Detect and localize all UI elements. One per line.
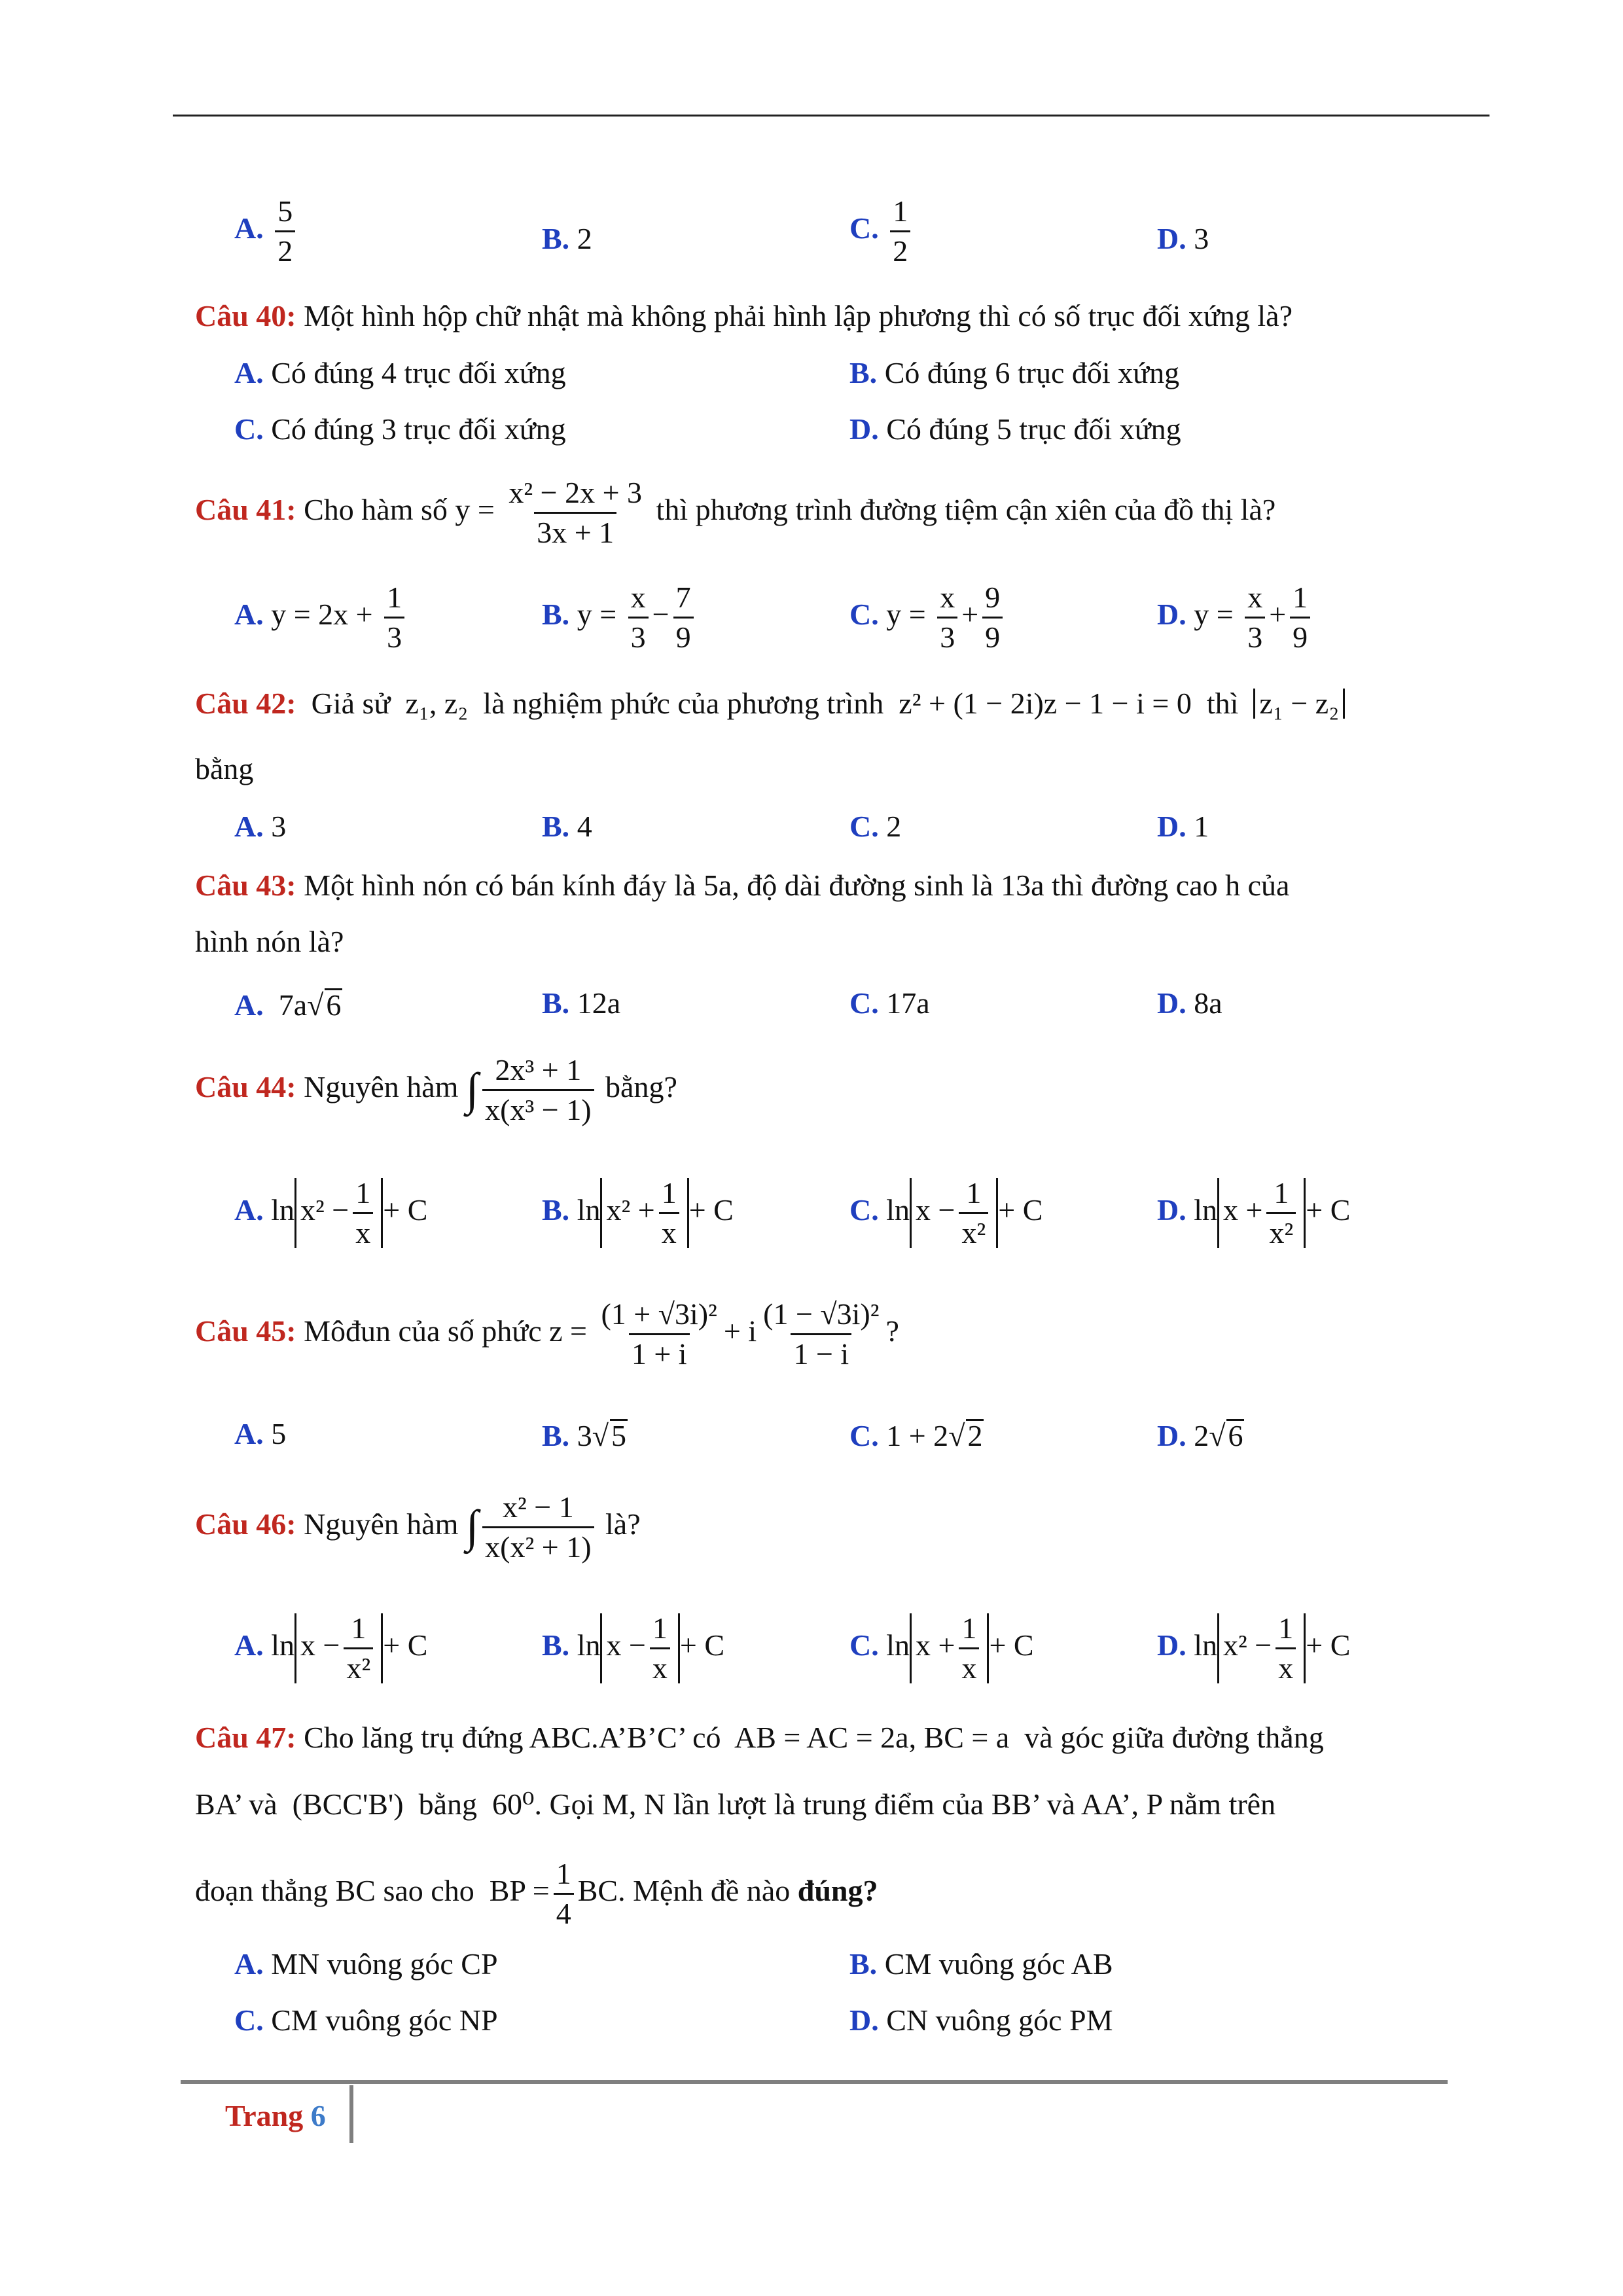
q45-stem: Câu 45: Môđun của số phức z = $\frac{\text{(1 + √3i)²}}{1 + i}$ + i $\frac{\text{(1 − √3i)²}}{1 - i}$ ?	[195, 1297, 899, 1371]
q39-option-d[interactable]: D. 3	[1157, 222, 1209, 255]
q43-option-b[interactable]: B. 12a	[542, 986, 621, 1020]
q41-option-c[interactable]: C. y = $\frac{x}{3}$ + $\frac{9}{9}$	[849, 583, 1007, 653]
q45-option-a[interactable]: A. 5	[234, 1417, 287, 1450]
q39-option-c[interactable]: C. $\frac{1}{2}$	[849, 196, 914, 266]
q45-option-d[interactable]: D. 2√6	[1157, 1419, 1243, 1452]
q41-option-d[interactable]: D. y = $\frac{x}{3}$ + $\frac{1}{9}$	[1157, 583, 1314, 653]
footer-rule	[181, 2080, 1448, 2084]
q43-option-c[interactable]: C. 17a	[849, 986, 930, 1020]
q43-option-a[interactable]: A. 7a√6	[234, 988, 342, 1022]
q47-option-c[interactable]: C. CM vuông góc NP	[234, 2003, 498, 2037]
q45-option-c[interactable]: C. 1 + 2√2	[849, 1419, 983, 1452]
q43-option-d[interactable]: D. 8a	[1157, 986, 1222, 1020]
header-rule	[173, 115, 1489, 117]
q47-option-d[interactable]: D. CN vuông góc PM	[849, 2003, 1113, 2037]
q39-options	[0, 194, 1623, 268]
q42-option-d[interactable]: D. 1	[1157, 810, 1209, 843]
q46-stem: Câu 46: Nguyên hàm ∫ $\frac{\text{x² − 1}}{\text{x(x² + 1)}}$ là?	[195, 1490, 641, 1564]
q46-option-a[interactable]: A. ln x − $\frac{1}{\text{x²}}$ + C	[234, 1611, 428, 1685]
q39-option-b[interactable]: B. 2	[542, 222, 592, 255]
q40-option-c[interactable]: C. Có đúng 3 trục đối xứng	[234, 412, 566, 446]
q47-stem-line3: đoạn thẳng BC sao cho BP = $\frac{1}{4}$ BC. Mệnh đề nào đúng?	[195, 1857, 878, 1930]
q42-option-c[interactable]: C. 2	[849, 810, 902, 843]
q44-option-c[interactable]: C. ln x − $\frac{1}{\text{x²}}$ + C	[849, 1176, 1043, 1249]
q43-stem: Câu 43: Một hình nón có bán kính đáy là 5a, độ dài đường sinh là 13a thì đường cao h của	[195, 869, 1290, 902]
page-number: Trang 6	[225, 2099, 326, 2132]
q42-stem: Câu 42: Giả sử z₁, z₂ là nghiệm phức của phương trình z² + (1 − 2i)z − 1 − i = 0 thì z₁ − z₂	[195, 689, 1345, 719]
q42-option-b[interactable]: B. 4	[542, 810, 592, 843]
q40-option-a[interactable]: A. Có đúng 4 trục đối xứng	[234, 356, 566, 389]
q46-option-c[interactable]: C. ln x + $\frac{1}{x}$ + C	[849, 1611, 1034, 1685]
q42-option-a[interactable]: A. 3	[234, 810, 287, 843]
q47-option-a[interactable]: A. MN vuông góc CP	[234, 1947, 498, 1981]
q47-stem-line1: Câu 47: Cho lăng trụ đứng ABC.A’B’C’ có AB = AC = 2a, BC = a và góc giữa đường thẳng	[195, 1721, 1324, 1754]
q47-stem-line2: BA’ và (BCC'B') bằng 60⁰. Gọi M, N lần lượt là trung điểm của BB’ và AA’, P nằm trên	[195, 1787, 1276, 1821]
q39-option-a[interactable]: A. $\frac{5}{2}$	[234, 196, 299, 266]
q46-option-d[interactable]: D. ln x² − $\frac{1}{x}$ + C	[1157, 1611, 1351, 1685]
footer-separator	[349, 2085, 353, 2143]
q41-stem: Câu 41: Cho hàm số y = $\frac{\text{x² − 2x + 3}}{3x + 1}$ thì phương trình đường tiệm cận xiên của đồ thị là?	[195, 476, 1276, 549]
q46-option-b[interactable]: B. ln x − $\frac{1}{x}$ + C	[542, 1611, 725, 1685]
q42-stem-cont: bằng	[195, 752, 254, 785]
q47-option-b[interactable]: B. CM vuông góc AB	[849, 1947, 1113, 1981]
q40-option-b[interactable]: B. Có đúng 6 trục đối xứng	[849, 356, 1180, 389]
q44-option-d[interactable]: D. ln x + $\frac{1}{\text{x²}}$ + C	[1157, 1176, 1351, 1249]
q44-option-b[interactable]: B. ln x² + $\frac{1}{x}$ + C	[542, 1176, 734, 1249]
q40-option-d[interactable]: D. Có đúng 5 trục đối xứng	[849, 412, 1181, 446]
q45-option-b[interactable]: B. 3√5	[542, 1419, 626, 1452]
q41-option-a[interactable]: A. y = 2x + $\frac{1}{3}$	[234, 583, 408, 653]
q44-option-a[interactable]: A. ln x² − $\frac{1}{x}$ + C	[234, 1176, 428, 1249]
q41-option-b[interactable]: B. y = $\frac{x}{3}$ − $\frac{7}{9}$	[542, 583, 698, 653]
q43-stem-cont: hình nón là?	[195, 925, 344, 958]
q40-stem: Câu 40: Một hình hộp chữ nhật mà không phải hình lập phương thì có số trục đối xứng là?	[195, 299, 1293, 332]
q44-stem: Câu 44: Nguyên hàm ∫ $\frac{\text{2x³ + 1}}{\text{x(x³ − 1)}}$ bằng?	[195, 1053, 677, 1126]
